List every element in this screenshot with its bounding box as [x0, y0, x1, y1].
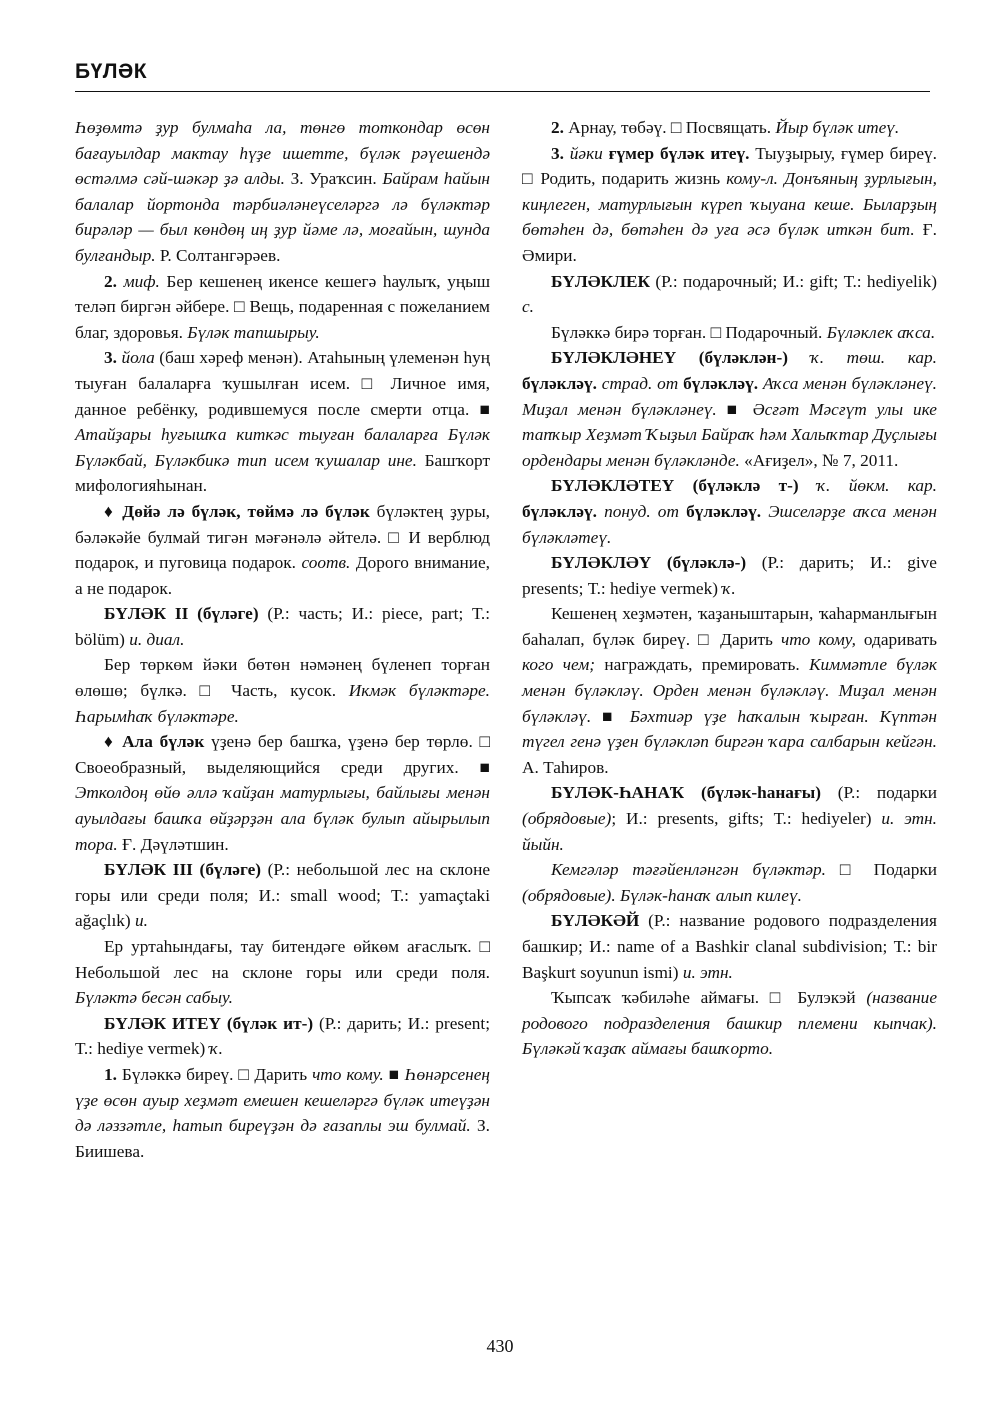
definition-paragraph: Ҡыпсаҡ ҡәбиләһе аймағы. □ Булэкэй (название родового подразделения башкир племени кыпчак). Бүләкәй ҡаҙаҡ аймағы башҡорто. [522, 988, 937, 1059]
header-rule [75, 91, 930, 92]
sense-2: 2. Арнау, төбәү. □ Посвящать. Йыр бүләк итеү. [551, 118, 900, 137]
definition-paragraph: Бүләккә бирә торған. □ Подарочный. Бүләклек аҡса. [551, 322, 936, 342]
definition-paragraph: Кешенең хеҙмәтен, ҡаҙаныштарын, ҡаһарманлығын баһалап, бүләк биреү. □ Дарить что кому, одаривать кого чем; награждать, премировать. Киммәтле бүләк менән бүләкләү. Орден менән бүләкләү. Миҙал менән бүләкләү. ■ Бәхтиәр үҙе һаҡалын ҡырған. Күптән түгел генә үҙен бүләкләп биргән ҡара салбарын кейгән. А. Таһиров. [522, 604, 937, 777]
sense-1: 1. Бүләккә биреү. □ Дарить что кому. ■ Һөнәрсенең үҙе өсөн ауыр хеҙмәт емешен кешеләргә бүләк итеүҙән дә ләззәтле, һатып биреүҙән дә ғазаплы эш булмай. З. Биишева. [75, 1064, 490, 1161]
entry-head-bulek-3: БҮЛӘК III (бүләге) (Р.: небольшой лес на склоне горы или среди поля; И.: small wood; Т.: yamaçtaki ağaçlık) и. [75, 860, 490, 931]
entry-head-bulaklau: БҮЛӘКЛӘҮ (бүләклә-) (Р.: дарить; И.: give presents; Т.: hediye vermek) ҡ. [522, 553, 937, 598]
sense-3: 3. йола (баш хәреф менән). Атаһының үлеменән һуң тыуған балаларға ҡушылған исем. □ Личное имя, данное ребёнку, родившемуся после смерти отца. ■ Атайҙары һуғышҡа киткәс тыуған балаларға Бүләк Бүләкбай, Бүләкбикә тип исем ҡушалар ине. Башҡорт мифологияһынан. [75, 348, 491, 496]
entry-head-bulaklateu: БҮЛӘКЛӘТЕҮ (бүләклә т-) ҡ. йөкм. кар. бүләкләү. понуд. от бүләкләү. Эшселәрҙе аҡса менән бүләкләтеү. [522, 476, 937, 547]
entry-head-bulakay: БҮЛӘКӘЙ (Р.: название родового подразделения башкир; И.: name of a Bashkir clanal subdivision; Т.: bir Başkurt soyunun ismi) и. этн. [522, 911, 937, 982]
page-header [75, 60, 930, 92]
definition-paragraph: Бер төркөм йәки бөтөн нәмәнең бүленеп торған өлөшө; бүлкә. □ Часть, кусок. Икмәк бүләктәре. Һарымһаҡ бүләктәре. [75, 655, 491, 726]
entry-paragraph: Һөҙөмтә ҙур булмаһа ла, төнгө тоткондар өсөн бағауылдар мактау һүҙе ишетте, бүләк рәүешендә өстәлмә сәй-шәкәр ҙә алды. З. Ураҡсин. Байрам һайын балалар йортонда тәрбиәләнеүселәргә лә бүләктәр бирәләр — был көндөң иң ҙур йәме лә, моғайын, шунда булғандыр. Р. Солтангәрәев. [75, 118, 490, 265]
idiom-paragraph: ♦ Ала бүләк үҙенә бер башҡа, үҙенә бер төрлө. □ Своеобразный, выделяющийся среди других. ■ Этколдоң өйө әллә ҡайҙан матурлығы, байлығы менән ауылдағы башҡа өйҙәрҙән ала бүләк булып айырылып тора. Ғ. Дәүләтшин. [75, 732, 490, 854]
idiom-paragraph: ♦ Дөйә лә бүләк, төймә лә бүләк бүләктең ҙуры, бәләкәйе булмай тигән мәғәнәлә әйтелә. □ И верблюд подарок, и пуговица подарок. соотв. Дорого внимание, а не подарок. [75, 501, 491, 598]
left-column [75, 115, 490, 1164]
entry-head-bulek-iteu: БҮЛӘК ИТЕҮ (бүләк ит-) (Р.: дарить; И.: present; Т.: hediye vermek) ҡ. [75, 1013, 490, 1059]
sense-3: 3. йәки ғүмер бүләк итеү. Тыуҙырыу, ғүмер биреү. □ Родить, подарить жизнь кому-л. Донъяның ҙурлығын, киңлеген, матурлығын күреп ҡыуана кеше. Быларҙың бөтәһен дә, бөтәһен дә уға әсә бүләк иткән бит. Ғ. Әмири. [522, 143, 938, 265]
right-column [522, 115, 937, 1062]
running-head: БҮЛӘК [75, 60, 148, 83]
entry-head-bulak-hanak: БҮЛӘК-ҺАНАҠ (бүләк-һанағы) (Р.: подарки (обрядовые); И.: presents, gifts; Т.: hediyeler) и. этн. йыйн. [522, 783, 937, 854]
entry-head-buleklek: БҮЛӘКЛЕК (Р.: подарочный; И.: gift; Т.: hediyelik) с. [522, 271, 937, 317]
definition-paragraph: Ер уртаһындағы, тау битендәге өйкөм ағаслыҡ. □ Небольшой лес на склоне горы или среди поля. Бүләктә бесән сабыу. [75, 937, 490, 1008]
sense-2: 2. миф. Бер кешенең икенсе кешегә һаулыҡ, уңыш теләп биргән әйбере. □ Вещь, подаренная с пожеланием благ, здоровья. Бүләк тапшырыу. [75, 271, 491, 342]
definition-paragraph: Кемгәләр тәғәйенләнгән бүләктәр. □ Подарки (обрядовые). Бүләк-һанаҡ алып килеү. [522, 860, 937, 905]
entry-head-buleklaneu: БҮЛӘКЛӘНЕҮ (бүләклән-) ҡ. төш. кар. бүләкләү. страд. от бүләкләү. Аҡса менән бүләкләнеү. Миҙал менән бүләкләнеү. ■ Әсғәт Мәсғүт улы ике тапҡыр Хеҙмәт Ҡыҙыл Байраҡ һәм Халыҡтар Дуҫлығы ордендары менән бүләкләнде. «Ағиҙел», № 7, 2011. [522, 348, 937, 470]
page-number: 430 [486, 1336, 514, 1356]
entry-head-bulek-2: БҮЛӘК II (бүләге) (Р.: часть; И.: piece, part; Т.: bölüm) и. диал. [75, 604, 490, 649]
